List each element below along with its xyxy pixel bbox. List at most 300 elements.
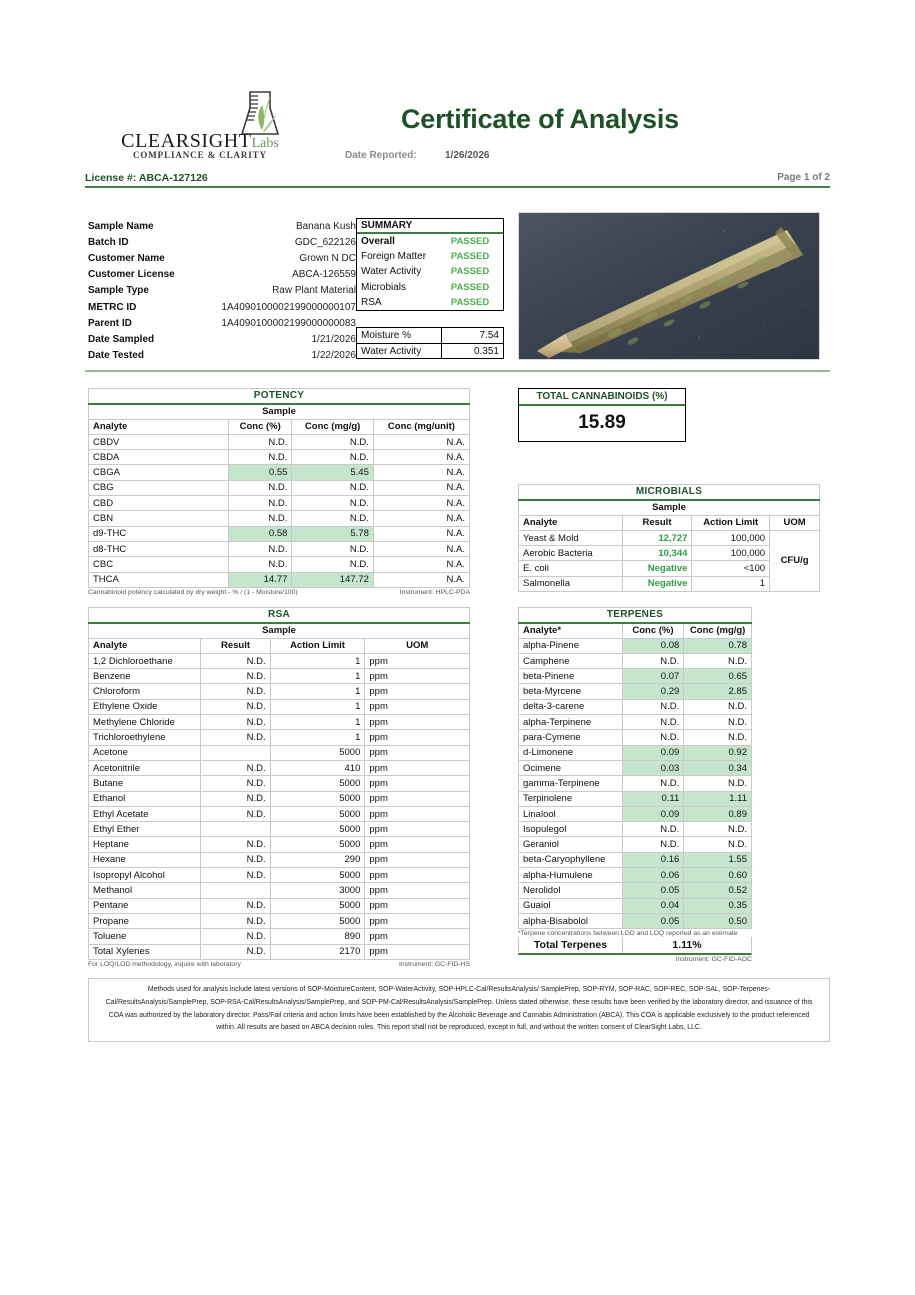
action-limit: 1 <box>270 653 365 668</box>
conc-mg-g: 5.78 <box>292 526 373 541</box>
result-value: N.D. <box>201 929 270 944</box>
conc-percent: 0.06 <box>622 868 684 883</box>
analyte-name: E. coli <box>519 561 623 576</box>
action-limit: <100 <box>692 561 770 576</box>
status-badge: PASSED <box>450 251 490 263</box>
sample-info-label: Parent ID <box>88 317 132 329</box>
action-limit: 1 <box>270 669 365 684</box>
uom-value: ppm <box>365 653 470 668</box>
summary-row <box>357 264 503 279</box>
section-divider <box>85 370 830 372</box>
column-header: Conc (%) <box>622 623 684 638</box>
table-row <box>519 730 752 745</box>
result-value: N.D. <box>201 791 270 806</box>
table-row <box>89 745 470 760</box>
analyte-name: CBD <box>89 496 229 511</box>
uom-value: ppm <box>365 837 470 852</box>
terpenes-footnote: *Terpene concentrations between LOD and LOQ reported as an estimate <box>518 930 738 938</box>
conc-mg-g: 0.34 <box>684 760 752 775</box>
column-header: UOM <box>770 515 820 530</box>
sample-info-row <box>88 315 358 331</box>
conc-percent: N.D. <box>622 776 684 791</box>
total-cannabinoids-value: 15.89 <box>578 412 626 433</box>
sample-info-row <box>88 283 358 299</box>
potency-subheader: Sample <box>89 404 470 419</box>
conc-mg-g: N.D. <box>684 699 752 714</box>
header-divider <box>85 186 830 188</box>
rsa-footnote: For LOQ/LOD methodology, inquire with laboratory <box>88 960 241 968</box>
summary-row <box>357 249 503 264</box>
table-row <box>89 929 470 944</box>
conc-percent: 0.09 <box>622 806 684 821</box>
result-value: N.D. <box>201 806 270 821</box>
conc-percent: N.D. <box>229 541 292 556</box>
uom-value: ppm <box>365 868 470 883</box>
rsa-subheader: Sample <box>89 623 470 638</box>
table-row <box>89 572 470 587</box>
conc-mg-g: 1.11 <box>684 791 752 806</box>
summary-row <box>357 280 503 295</box>
analyte-name: Nerolidol <box>519 883 623 898</box>
action-limit: 1 <box>692 576 770 591</box>
sample-info-row <box>88 234 358 250</box>
summary-row-label: Microbials <box>361 281 407 293</box>
action-limit: 5000 <box>270 745 365 760</box>
sample-info-value: 1/21/2026 <box>311 333 356 345</box>
logo-wordmark-main: CLEARSIGHT <box>121 130 252 152</box>
sample-info-value: ABCA-126559 <box>292 269 356 281</box>
column-header: Analyte* <box>519 623 623 638</box>
sample-info-value: 1A4090100002199000000107 <box>221 301 356 313</box>
conc-mg-g: N.D. <box>292 480 373 495</box>
rsa-title: RSA <box>89 608 470 623</box>
clearsight-labs-logo <box>110 90 290 158</box>
uom-value: ppm <box>365 730 470 745</box>
action-limit: 5000 <box>270 791 365 806</box>
conc-percent: 0.11 <box>622 791 684 806</box>
result-value: 10,344 <box>622 546 692 561</box>
conc-percent: N.D. <box>622 653 684 668</box>
analyte-name: Butane <box>89 776 201 791</box>
summary-row-label: RSA <box>361 296 382 308</box>
uom-value: ppm <box>365 669 470 684</box>
sample-info-value: Banana Kush <box>295 220 356 232</box>
table-row <box>89 822 470 837</box>
summary-row <box>357 295 503 310</box>
potency-table <box>88 388 470 588</box>
column-header: Analyte <box>89 638 201 653</box>
result-value: N.D. <box>201 730 270 745</box>
conc-mg-g: N.D. <box>292 541 373 556</box>
column-header: Conc (mg/g) <box>292 419 373 434</box>
analyte-name: CBG <box>89 480 229 495</box>
rsa-table <box>88 607 470 960</box>
sample-info-row <box>88 250 358 266</box>
sample-info-label: Date Tested <box>88 350 144 362</box>
column-header: Conc (mg/unit) <box>373 419 469 434</box>
result-value: Negative <box>622 561 692 576</box>
analyte-name: Isopulegol <box>519 822 623 837</box>
table-row <box>519 715 752 730</box>
analyte-name: CBGA <box>89 465 229 480</box>
sample-info-row <box>88 218 358 234</box>
table-row <box>89 776 470 791</box>
table-row <box>519 883 752 898</box>
date-reported-label: Date Reported: <box>345 150 417 161</box>
conc-mg-unit: N.A. <box>373 557 469 572</box>
moisture-box <box>356 327 504 359</box>
analyte-name: Acetonitrile <box>89 760 201 775</box>
terpenes-section <box>518 607 752 963</box>
table-row <box>89 898 470 913</box>
sample-info-label: METRC ID <box>88 301 137 313</box>
conc-mg-unit: N.A. <box>373 511 469 526</box>
action-limit: 890 <box>270 929 365 944</box>
analyte-name: Trichloroethylene <box>89 730 201 745</box>
result-value: Negative <box>622 576 692 591</box>
conc-mg-g: 0.92 <box>684 745 752 760</box>
conc-mg-g: 0.78 <box>684 638 752 653</box>
analyte-name: Propane <box>89 913 201 928</box>
analyte-name: beta-Myrcene <box>519 684 623 699</box>
result-value: 12,727 <box>622 530 692 545</box>
action-limit: 5000 <box>270 776 365 791</box>
result-value: N.D. <box>201 837 270 852</box>
analyte-name: Geraniol <box>519 837 623 852</box>
table-row <box>89 837 470 852</box>
table-row <box>519 530 820 545</box>
analyte-name: Ethanol <box>89 791 201 806</box>
table-row <box>519 776 752 791</box>
uom-value: ppm <box>365 791 470 806</box>
status-badge: PASSED <box>450 296 490 308</box>
action-limit: 1 <box>270 699 365 714</box>
table-row <box>89 684 470 699</box>
conc-mg-g: N.D. <box>684 837 752 852</box>
conc-percent: 0.16 <box>622 852 684 867</box>
analyte-name: gamma-Terpinene <box>519 776 623 791</box>
action-limit: 5000 <box>270 806 365 821</box>
summary-box <box>356 218 504 311</box>
table-row <box>89 496 470 511</box>
action-limit: 5000 <box>270 913 365 928</box>
analyte-name: alpha-Terpinene <box>519 715 623 730</box>
table-row <box>519 638 752 653</box>
table-row <box>89 557 470 572</box>
uom-value: ppm <box>365 822 470 837</box>
conc-mg-g: 0.35 <box>684 898 752 913</box>
table-row <box>89 669 470 684</box>
analyte-name: Total Xylenes <box>89 944 201 959</box>
analyte-name: CBDA <box>89 450 229 465</box>
analyte-name: beta-Caryophyllene <box>519 852 623 867</box>
conc-mg-g: 0.50 <box>684 913 752 928</box>
analyte-name: para-Cymene <box>519 730 623 745</box>
sample-info-label: Date Sampled <box>88 333 155 345</box>
summary-title: SUMMARY <box>357 219 503 234</box>
uom-value: ppm <box>365 929 470 944</box>
table-row <box>519 868 752 883</box>
result-value: N.D. <box>201 653 270 668</box>
uom-value: ppm <box>365 760 470 775</box>
analyte-name: Yeast & Mold <box>519 530 623 545</box>
analyte-name: beta-Pinene <box>519 669 623 684</box>
summary-row-label: Foreign Matter <box>361 251 427 263</box>
sample-info-row <box>88 348 358 364</box>
analyte-name: Methanol <box>89 883 201 898</box>
total-terpenes-value: 1.11% <box>672 939 702 952</box>
table-row <box>89 450 470 465</box>
potency-section <box>88 388 470 596</box>
rsa-footnote-row <box>88 961 470 968</box>
table-row <box>89 868 470 883</box>
potency-instrument: Instrument: HPLC-PDA <box>399 588 470 596</box>
sample-info-value: 1A4090100002199000000083 <box>221 317 356 329</box>
uom-value: ppm <box>365 898 470 913</box>
uom-value: ppm <box>365 944 470 959</box>
action-limit: 290 <box>270 852 365 867</box>
terpenes-title: TERPENES <box>519 608 752 623</box>
result-value: N.D. <box>201 868 270 883</box>
conc-percent: 0.07 <box>622 669 684 684</box>
sample-info-label: Batch ID <box>88 236 129 248</box>
uom-value: ppm <box>365 806 470 821</box>
action-limit: 410 <box>270 760 365 775</box>
summary-row <box>357 234 503 249</box>
result-value: N.D. <box>201 944 270 959</box>
conc-mg-g: 5.45 <box>292 465 373 480</box>
conc-percent: 0.03 <box>622 760 684 775</box>
action-limit: 1 <box>270 684 365 699</box>
result-value: N.D. <box>201 715 270 730</box>
sample-info-row <box>88 331 358 347</box>
microbials-title: MICROBIALS <box>519 485 820 500</box>
table-row <box>89 511 470 526</box>
conc-mg-g: N.D. <box>684 822 752 837</box>
conc-mg-g: N.D. <box>684 776 752 791</box>
result-value: N.D. <box>201 898 270 913</box>
status-badge: PASSED <box>450 281 490 293</box>
action-limit: 100,000 <box>692 530 770 545</box>
table-row <box>89 526 470 541</box>
analyte-name: Heptane <box>89 837 201 852</box>
table-row <box>89 913 470 928</box>
sample-info-list <box>88 218 358 364</box>
uom-value: ppm <box>365 684 470 699</box>
analyte-name: Chloroform <box>89 684 201 699</box>
result-value: N.D. <box>201 669 270 684</box>
column-header: Result <box>622 515 692 530</box>
analyte-name: Ethyl Acetate <box>89 806 201 821</box>
total-terpenes-label: Total Terpenes <box>519 937 623 953</box>
conc-mg-g: 0.89 <box>684 806 752 821</box>
table-row <box>89 434 470 449</box>
terpenes-table <box>518 607 752 929</box>
analyte-name: CBDV <box>89 434 229 449</box>
analyte-name: Hexane <box>89 852 201 867</box>
uom-value: ppm <box>365 852 470 867</box>
analyte-name: Toluene <box>89 929 201 944</box>
action-limit: 5000 <box>270 837 365 852</box>
column-header: UOM <box>365 638 470 653</box>
potency-title: POTENCY <box>89 389 470 404</box>
date-reported-value: 1/26/2026 <box>445 150 490 161</box>
analyte-name: Ethyl Ether <box>89 822 201 837</box>
column-header: Action Limit <box>692 515 770 530</box>
sample-info-row <box>88 299 358 315</box>
table-row <box>89 791 470 806</box>
uom-value: ppm <box>365 745 470 760</box>
sample-info-label: Customer License <box>88 269 175 281</box>
conc-mg-g: N.D. <box>292 434 373 449</box>
table-row <box>89 465 470 480</box>
conc-percent: 0.04 <box>622 898 684 913</box>
table-row <box>519 684 752 699</box>
uom-value: ppm <box>365 715 470 730</box>
table-row <box>89 653 470 668</box>
page-indicator: Page 1 of 2 <box>777 172 830 183</box>
table-row <box>89 730 470 745</box>
analyte-name: 1,2 Dichloroethane <box>89 653 201 668</box>
uom-value: ppm <box>365 883 470 898</box>
conc-percent: N.D. <box>622 822 684 837</box>
result-value: N.D. <box>201 699 270 714</box>
analyte-name: Methylene Chloride <box>89 715 201 730</box>
table-row <box>89 806 470 821</box>
result-value <box>201 745 270 760</box>
conc-mg-g: 0.65 <box>684 669 752 684</box>
analyte-name: Salmonella <box>519 576 623 591</box>
uom-value: CFU/g <box>770 530 820 591</box>
conc-percent: N.D. <box>229 450 292 465</box>
analyte-name: Benzene <box>89 669 201 684</box>
conc-percent: 0.58 <box>229 526 292 541</box>
rsa-instrument: Instrument: GC-FID-HS <box>399 960 470 968</box>
logo-tagline: COMPLIANCE & CLARITY <box>132 150 267 160</box>
conc-mg-unit: N.A. <box>373 465 469 480</box>
analyte-name: alpha-Pinene <box>519 638 623 653</box>
conc-mg-g: 1.55 <box>684 852 752 867</box>
column-header: Result <box>201 638 270 653</box>
license-number: License #: ABCA-127126 <box>85 172 208 184</box>
microbials-section <box>518 484 820 592</box>
table-row <box>519 822 752 837</box>
moisture-row <box>357 328 503 343</box>
analyte-name: Linalool <box>519 806 623 821</box>
table-row <box>89 480 470 495</box>
conc-mg-g: 0.60 <box>684 868 752 883</box>
conc-percent: 0.29 <box>622 684 684 699</box>
column-header: Conc (%) <box>229 419 292 434</box>
microbials-subheader: Sample <box>519 500 820 515</box>
table-row <box>519 669 752 684</box>
conc-mg-g: N.D. <box>292 496 373 511</box>
conc-mg-g: N.D. <box>292 511 373 526</box>
conc-mg-unit: N.A. <box>373 450 469 465</box>
conc-mg-unit: N.A. <box>373 496 469 511</box>
terpenes-instrument: Instrument: GC-FID-AOC <box>675 956 752 964</box>
sample-info-value: 1/22/2026 <box>311 350 356 362</box>
table-row <box>519 837 752 852</box>
conc-percent: 14.77 <box>229 572 292 587</box>
sample-info-label: Sample Name <box>88 220 154 232</box>
action-limit: 5000 <box>270 898 365 913</box>
analyte-name: d8-THC <box>89 541 229 556</box>
conc-mg-g: 0.52 <box>684 883 752 898</box>
analyte-name: Pentane <box>89 898 201 913</box>
total-cannabinoids-title: TOTAL CANNABINOIDS (%) <box>519 389 685 406</box>
status-badge: PASSED <box>450 236 490 248</box>
conc-mg-g: 2.85 <box>684 684 752 699</box>
table-row <box>519 745 752 760</box>
analyte-name: Ocimene <box>519 760 623 775</box>
analyte-name: alpha-Humulene <box>519 868 623 883</box>
table-row <box>89 760 470 775</box>
analyte-name: Acetone <box>89 745 201 760</box>
table-row <box>519 898 752 913</box>
action-limit: 5000 <box>270 822 365 837</box>
summary-row-label: Overall <box>361 236 395 248</box>
uom-value: ppm <box>365 913 470 928</box>
analyte-name: Guaiol <box>519 898 623 913</box>
product-photo <box>518 212 820 360</box>
column-header: Conc (mg/g) <box>684 623 752 638</box>
analyte-name: Ethylene Oxide <box>89 699 201 714</box>
analyte-name: Terpinolene <box>519 791 623 806</box>
analyte-name: CBN <box>89 511 229 526</box>
table-row <box>89 883 470 898</box>
analyte-name: delta-3-carene <box>519 699 623 714</box>
table-row <box>519 852 752 867</box>
conc-mg-unit: N.A. <box>373 526 469 541</box>
analyte-name: CBC <box>89 557 229 572</box>
conc-percent: N.D. <box>622 837 684 852</box>
table-row <box>89 541 470 556</box>
potency-footnote: Cannabinoid potency calculated by dry weight - % / (1 - Moisture/100) <box>88 588 298 596</box>
moisture-row <box>357 343 503 358</box>
summary-row-label: Water Activity <box>361 266 422 278</box>
action-limit: 100,000 <box>692 546 770 561</box>
analyte-name: Aerobic Bacteria <box>519 546 623 561</box>
conc-percent: 0.08 <box>622 638 684 653</box>
sample-info-row <box>88 267 358 283</box>
action-limit: 1 <box>270 730 365 745</box>
conc-mg-g: N.D. <box>684 653 752 668</box>
conc-mg-unit: N.A. <box>373 541 469 556</box>
page-header <box>85 88 830 178</box>
table-row <box>89 944 470 959</box>
potency-footnote-row <box>88 589 470 596</box>
disclaimer-text: Methods used for analysis include latest versions of SOP-MoistureContent, SOP-WaterActivity, SOP-HPLC-Cal/ResultsAnalysis/ SamplePrep, SOP-RYM, SOP-RAC, SOP-REC, SOP-SAL, SOP-Terpenes-Cal/ResultsAnalysis/SamplePrep, SOP-RSA-Cal/ResultsAnalysis/SamplePrep, and SOP-PM-Cal/ResultsAnalysis/SamplePrep. Unless stated otherwise, these results have been verified by the laboratory director, and issuance of this COA was authorized by the laboratory director. Pass/Fail criteria and action limits have been established by the Alcoholic Beverage and Cannabis Administration (ABCA). This COA is applicable exclusively to the product referenced within. All results are based on ABCA decision rules. This report shall not be reproduced, except in full, and without the written consent of ClearSight Labs, LLC. <box>88 978 830 1042</box>
sample-info-value: Grown N DC <box>299 252 356 264</box>
total-cannabinoids-box <box>518 388 686 442</box>
result-value: N.D. <box>201 684 270 699</box>
uom-value: ppm <box>365 776 470 791</box>
action-limit: 3000 <box>270 883 365 898</box>
action-limit: 1 <box>270 715 365 730</box>
conc-percent: 0.09 <box>622 745 684 760</box>
table-row <box>519 791 752 806</box>
conc-percent: N.D. <box>229 496 292 511</box>
result-value: N.D. <box>201 776 270 791</box>
conc-percent: N.D. <box>622 699 684 714</box>
uom-value: ppm <box>365 699 470 714</box>
analyte-name: d9-THC <box>89 526 229 541</box>
moisture-value: 0.351 <box>441 344 503 358</box>
conc-percent: N.D. <box>229 480 292 495</box>
conc-mg-g: 147.72 <box>292 572 373 587</box>
conc-percent: N.D. <box>229 434 292 449</box>
